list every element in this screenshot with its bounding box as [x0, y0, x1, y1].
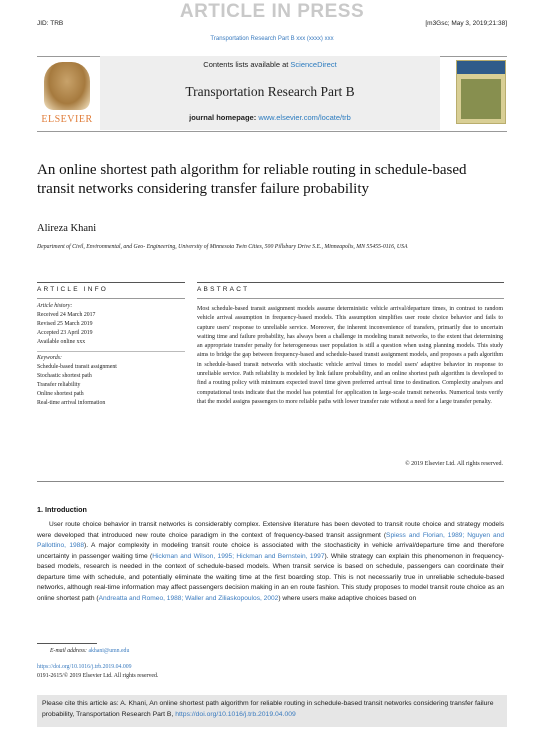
citation-link[interactable]: Spiess and Florian, 1989; Nguyen and Pallottino, 1988 [37, 531, 504, 549]
keyword-item: Stochastic shortest path [37, 373, 92, 379]
journal-name: Transportation Research Part B [185, 84, 355, 99]
homepage-link[interactable]: www.elsevier.com/locate/trb [258, 113, 351, 122]
cite-doi-link[interactable]: https://doi.org/10.1016/j.trb.2019.04.009 [175, 710, 296, 718]
abstract-rule-top [197, 282, 504, 283]
abstract-rule [197, 298, 504, 299]
contents-prefix: Contents lists available at [203, 60, 291, 69]
article-info-heading: ARTICLE INFO [37, 286, 109, 293]
history-accepted: Accepted 23 April 2019 [37, 330, 93, 336]
cover-image [461, 79, 501, 119]
front-matter-rule [37, 481, 504, 482]
sciencedirect-link[interactable]: ScienceDirect [290, 60, 337, 69]
homepage-prefix: journal homepage: [189, 113, 259, 122]
contents-line [100, 60, 440, 69]
article-info-rule [37, 298, 185, 299]
article-in-press-banner: ARTICLE IN PRESS [179, 1, 365, 22]
abstract-text: Most schedule-based transit assignment models assume deterministic vehicle arrival/departure times, in contrast to random vehicle arrival assumption in frequency-based models. This assumption simplifies user route choice behavior and fails to capture users' response to unreliable service. Moreover, the inherent inconvenience of transfers, primarily due to uncertain waiting time and failure probability, has always been a challenge in modeling transit networks, to the extent that determining an appropriate transfer penalty for heterogeneous user population is still a question when using planning models. This study aims to bridge the gap between frequency-based and schedule-based transit assignment models, and proposes a path algorithm in schedule-based transit networks with stochastic vehicle arrival times to model users' adaptive behavior in response to unreliable service. Path reliability is modeled by link failure probability, and an online shortest path algorithm is developed to find a routing policy with minimum expected travel time given preferred arrival time to destination. Complexity analyses and computational tests indicate that the model has potential for application in large-scale transit networks. Numerical tests verify that the model assigns passengers to more reliable paths with lower transfer rate without a need for a large transfer penalty. [197, 306, 503, 405]
email-link[interactable]: akhani@umn.edu [88, 648, 130, 654]
keyword-item: Schedule-based transit assignment [37, 364, 117, 370]
journal-homepage-line [100, 113, 440, 122]
keywords-rule [37, 351, 185, 352]
history-label: Article history: [37, 303, 73, 309]
journal-citation-line[interactable]: Transportation Research Part B xxx (xxxx) xxx [210, 36, 334, 42]
abstract-heading: ABSTRACT [197, 286, 250, 293]
cite-this-article-text [42, 699, 502, 720]
keyword-item: Online shortest path [37, 391, 84, 397]
body-text: ). While strategy can explain this phenomenon in frequency-based models, research is needed in the context of schedule-based models. When transit service is based on schedule, passengers can coordinate their departure time with schedule, and potentially eliminate the waiting time at the first boarding stop. This is not necessarily true in unreliable schedule-based networks, although real-time information may affect passengers decision making in an en route fashion. This study proposes to model transit route choice as an online shortest path ( [37, 552, 504, 602]
issn-line: 0191-2615/© 2019 Elsevier Ltd. All rights reserved. [37, 673, 159, 679]
cite-text: Please cite this article as: A. Khani, An online shortest path algorithm for reliable routing in schedule-based transit networks considering transfer failure probability, Transportation Research Part B, [42, 700, 494, 718]
keyword-item: Transfer reliability [37, 382, 81, 388]
author-affiliation: Department of Civil, Environmental, and Geo- Engineering, University of Minnesota Twin Cities, 500 Pillsbury Drive S.E., Minneapolis, MN 55455-0116, USA [37, 244, 408, 250]
history-revised: Revised 25 March 2019 [37, 321, 93, 327]
history-received: Received 24 March 2017 [37, 312, 96, 318]
author-name[interactable]: Alireza Khani [37, 223, 97, 234]
article-title: An online shortest path algorithm for reliable routing in schedule-based transit networks considering transfer failure probability [37, 162, 467, 197]
email-footnote [50, 648, 129, 654]
typeset-stamp: [m3Gsc; May 3, 2019;21:38] [425, 20, 507, 27]
body-text: ). A major complexity in modeling transit route choice is associated with the stochasticity in vehicle arrival/departure time and therefore uncertainty in passenger waiting time ( [37, 542, 504, 560]
journal-id: JID: TRB [37, 20, 64, 27]
copyright-line: © 2019 Elsevier Ltd. All rights reserved. [405, 461, 503, 467]
cover-band [457, 61, 505, 74]
footnote-rule [37, 643, 97, 644]
citation-link[interactable]: Hickman and Wilson, 1995; Hickman and Bernstein, 1997 [152, 552, 325, 560]
elsevier-tree-icon [44, 62, 90, 110]
section-heading: 1. Introduction [37, 505, 87, 514]
doi-link[interactable]: https://doi.org/10.1016/j.trb.2019.04.009 [37, 664, 132, 670]
elsevier-logo [38, 60, 96, 126]
keyword-item: Real-time arrival information [37, 400, 106, 406]
keywords-label: Keywords: [37, 355, 62, 361]
body-text: User route choice behavior in transit networks is considerably complex. Extensive literature has been devoted to transit route choice and strategy models were developed that introduced new route choice paradigm in the context of frequency-based transit assignment ( [37, 521, 504, 539]
citation-link[interactable]: Andreatta and Romeo, 1988; Waller and Ziliaskopoulos, 2002 [98, 594, 279, 602]
article-info-rule-top [37, 282, 185, 283]
email-label: E-mail address: [50, 648, 89, 654]
journal-cover-thumbnail [456, 60, 506, 124]
elsevier-wordmark: ELSEVIER [41, 114, 93, 125]
introduction-paragraph [37, 520, 504, 604]
body-text: ) where users make adaptive choices based on [278, 594, 417, 602]
history-available: Available online xxx [37, 339, 86, 345]
